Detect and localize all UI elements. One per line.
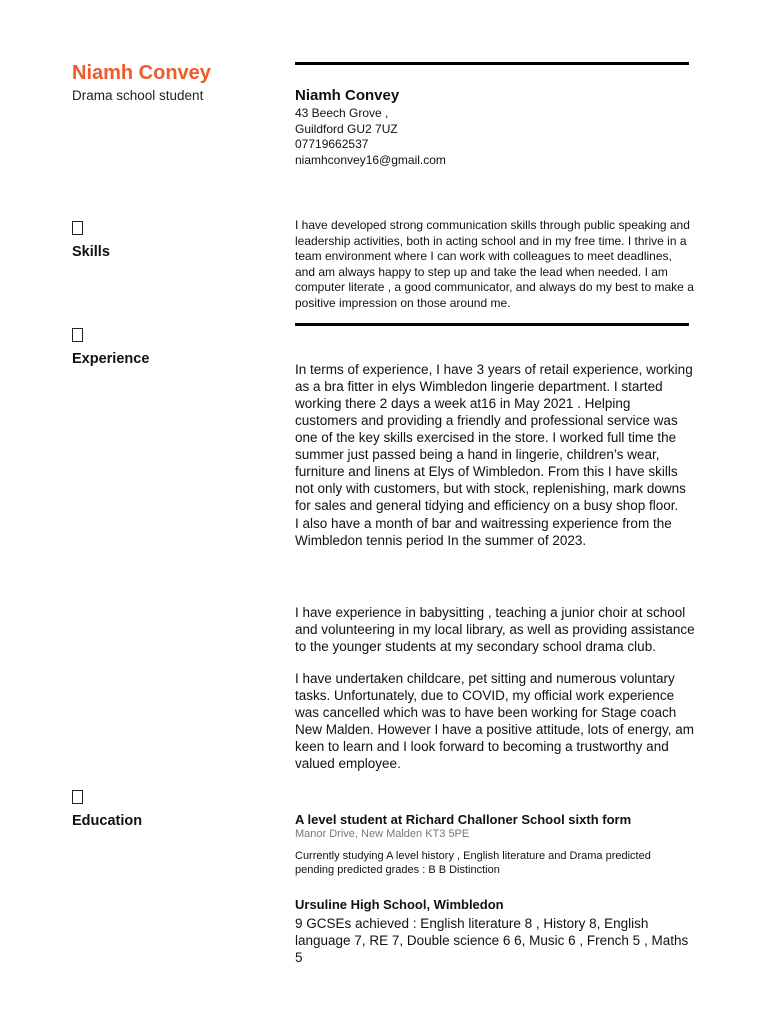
education-icon: [72, 790, 83, 804]
experience-paragraph-4: I have undertaken childcare, pet sitting and numerous voluntary tasks. Unfortunately, due to COVID, my official work experience was cancelled which was to have been working for Stage coach New Malden. However I have a positive attitude, lots of energy, am keen to learn and I look forward to becoming a trustworthy and valued employee.: [295, 671, 694, 771]
skills-text: I have developed strong communication skills through public speaking and leadership activities, both in acting school and in my free time. I thrive in a team environment where I can work with colleagues to meet deadlines, and am always happy to step up and take the lead when needed. I am computer literate , a good communicator, and always do my best to make a positive impression on those around me.: [295, 218, 694, 310]
skills-icon: [72, 221, 83, 235]
education-entry-2-detail: 9 GCSEs achieved : English literature 8 , History 8, English language 7, RE 7, Double science 6 6, Music 6 , French 5 , Maths 5: [295, 916, 689, 965]
experience-icon: [72, 328, 83, 342]
skills-heading: Skills: [72, 244, 110, 260]
education-heading: Education: [72, 813, 143, 829]
contact-address-line1: 43 Beech Grove ,: [295, 106, 389, 120]
contact-email: niamhconvey16@gmail.com: [295, 152, 446, 167]
education-entry-1-detail: Currently studying A level history , English literature and Drama predicted pending predicted grades : B B Distinction: [295, 850, 651, 876]
divider-middle: [295, 323, 689, 326]
contact-name: Niamh Convey: [295, 87, 400, 104]
experience-paragraph-2: I also have a month of bar and waitressing experience from the Wimbledon tennis period In the summer of 2023.: [295, 516, 672, 548]
education-entry-1-title: A level student at Richard Challoner School sixth form: [295, 812, 632, 827]
education-entry-1-address: Manor Drive, New Malden KT3 5PE: [295, 828, 470, 840]
education-entry-2-title: Ursuline High School, Wimbledon: [295, 897, 504, 912]
page-subtitle: Drama school student: [72, 88, 204, 103]
experience-paragraph-3: I have experience in babysitting , teaching a junior choir at school and volunteering in my local library, as well as providing assistance to the younger students at my secondary school drama club.: [295, 605, 695, 654]
divider-top: [295, 62, 689, 65]
contact-address-line2: Guildford GU2 7UZ: [295, 121, 398, 136]
contact-phone: 07719662537: [295, 137, 369, 151]
experience-paragraph-1: In terms of experience, I have 3 years of retail experience, working as a bra fitter in elys Wimbledon lingerie department. I started working there 2 days a week at16 in May 2021 . Helping customers and providing a friendly and professional service was one of the key skills exercised in the store. I worked full time the summer just passed being a hand in lingerie, children’s wear, furniture and linens at Elys of Wimbledon. From this I have skills not only with customers, but with stock, replenishing, mark downs for sales and general tidying and efficiency on a busy shop floor.: [295, 362, 693, 513]
page-title: Niamh Convey: [72, 62, 211, 84]
experience-heading: Experience: [72, 351, 150, 367]
